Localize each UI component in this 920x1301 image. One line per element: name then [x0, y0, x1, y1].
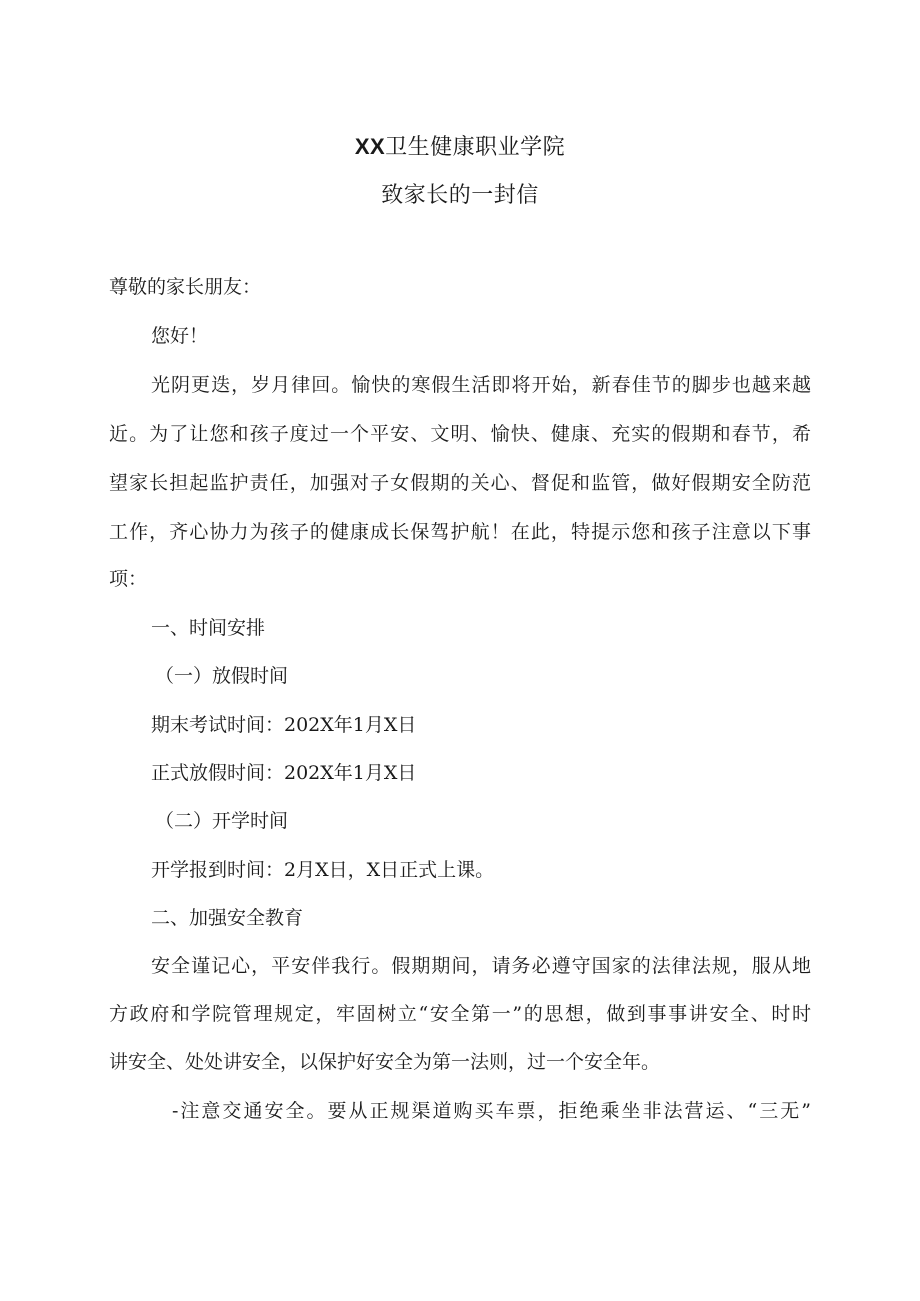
document-title	[0, 130, 920, 161]
exam-time: 期末考试时间：202X年1月X日	[151, 714, 417, 736]
safety-line-3: 讲安全、处处讲安全，以保护好安全为第一法则，过一个安全年。	[109, 1051, 661, 1073]
section-heading-safety: 二、加强安全教育	[151, 907, 304, 929]
salutation: 尊敬的家长朋友：	[109, 276, 262, 298]
intro-line-2: 近。为了让您和孩子度过一个平安、文明、愉快、健康、充实的假期和春节，希	[109, 423, 811, 445]
document-subtitle: 致家长的一封信	[381, 183, 539, 208]
section-heading-schedule: 一、时间安排	[151, 617, 266, 639]
intro-line-1: 光阴更迭，岁月律回。愉快的寒假生活即将开始，新春佳节的脚步也越来越	[151, 374, 811, 396]
intro-line-3: 望家长担起监护责任，加强对子女假期的关心、督促和监管，做好假期安全防范	[109, 472, 811, 494]
safety-line-2: 方政府和学院管理规定，牢固树立“安全第一”的思想，做到事事讲安全、时时	[109, 1003, 811, 1025]
title-school-name: 卫生健康职业学院	[385, 135, 566, 160]
subheading-holiday-time: （一）放假时间	[155, 665, 289, 687]
intro-line-4: 工作，齐心协力为孩子的健康成长保驾护航！在此，特提示您和孩子注意以下事	[109, 521, 811, 543]
holiday-time: 正式放假时间：202X年1月X日	[151, 762, 417, 784]
subheading-school-start: （二）开学时间	[155, 810, 289, 832]
school-start-time: 开学报到时间：2月X日，X日正式上课。	[151, 859, 495, 881]
safety-line-1: 安全谨记心，平安伴我行。假期期间，请务必遵守国家的法律法规，服从地	[151, 955, 811, 977]
intro-line-5: 项：	[109, 568, 148, 590]
greeting: 您好！	[151, 325, 209, 347]
title-school-code: XX	[354, 134, 386, 159]
traffic-safety-line: -注意交通安全。要从正规渠道购买车票，拒绝乘坐非法营运、“三无”	[172, 1100, 811, 1122]
